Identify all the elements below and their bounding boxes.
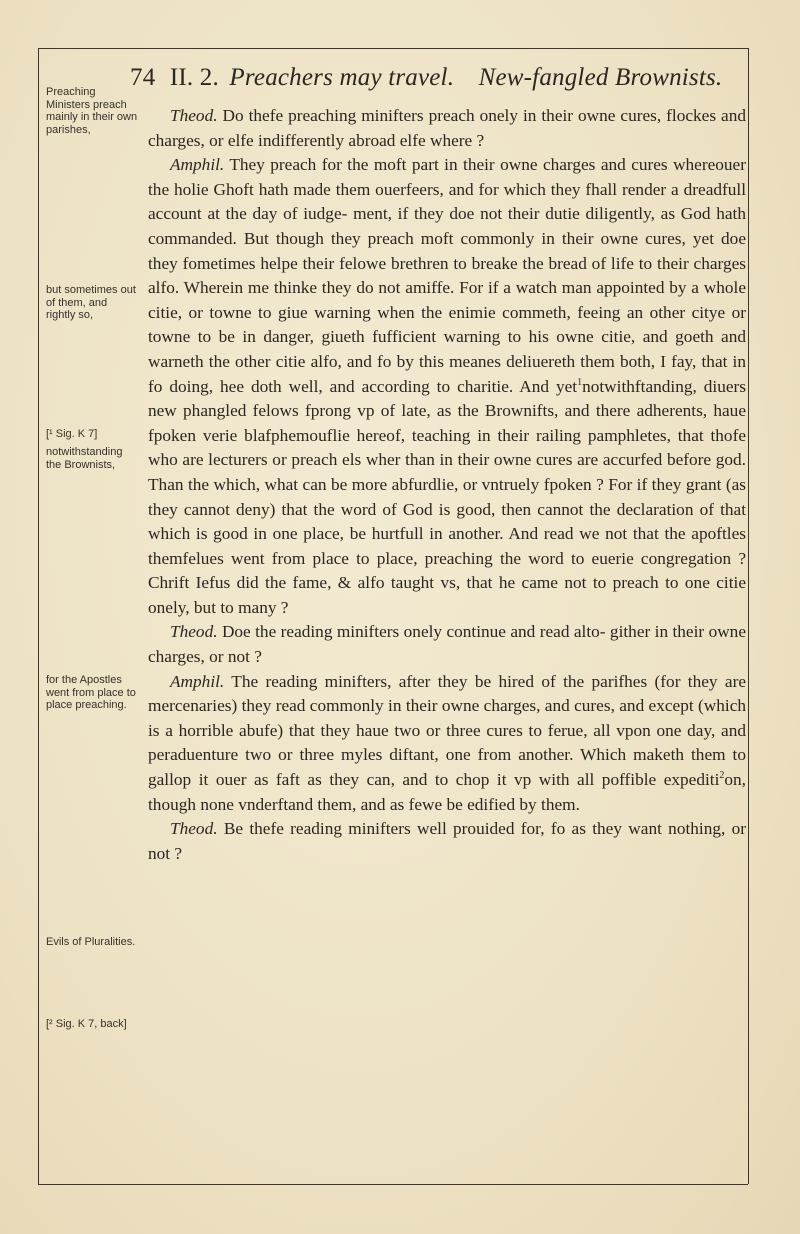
speaker: Amphil. (170, 671, 225, 691)
frame-bottom-rule (38, 1184, 748, 1185)
paragraph-text: The reading minifters, after they be hired of the parifhes (for they are mercenaries) they read commonly in their owne charges, and cures, and except (which is a horrible abufe) that they haue two or three cures to ferue, all vpon one day, and peraduenture two or three myles diftant, one from another. Which maketh them to gallop it ouer as faft as they can, and to chop it vp with all poffible expediti (148, 671, 746, 790)
speaker: Theod. (170, 106, 218, 125)
chapter-label: II. 2. (169, 64, 219, 91)
frame-top-rule (38, 48, 748, 49)
paragraph (148, 620, 746, 669)
frame-left-rule (38, 48, 39, 1184)
sidenote: Preaching Ministers preach mainly in their own parishes, (46, 86, 138, 136)
frame-right-rule (748, 48, 749, 1184)
paragraph-text: Be thefe reading minifters well prouided for, fo as they want nothing, or not ? (148, 819, 747, 863)
speaker: Theod. (170, 622, 218, 642)
header-title-right: New-fangled Brownists. (478, 64, 723, 91)
paragraph (148, 153, 746, 620)
sidenote: notwithstanding the Brownists, (46, 446, 123, 471)
footnote-mark: 1 (577, 376, 583, 388)
paragraph (148, 104, 746, 153)
header-title-left: Preachers may travel. (229, 64, 455, 91)
paragraph-text: Do thefe preaching minifters preach onely in their owne cures, flockes and charges, or elfe indifferently abroad elfe where ? (148, 106, 746, 150)
paragraph (148, 817, 746, 866)
paragraph-text: They preach for the moft part in their owne charges and cures whereouer the holie Ghoft hath made them ouerfeers, and for which they fhall render a dreadfull account at the day of iudge- ment, if they doe not their dutie diligently, as God hath commanded. But though they preach moft commonly in their owne cures, yet doe they fometimes helpe their felowe brethren to breake the bread of life to their charges alfo. Wherein me thinke they do not amiffe. For if a watch man appointed by a whole citie, or towne to giue warning when the enimie commeth, feeing an other citye or towne to be in danger, giueth fufficient warning to his owne citie, and goeth and warneth the other citie alfo, and fo by this meanes deliuereth them both, I fay, that in fo doing, hee doth well, and according to charitie. And yet (148, 155, 746, 396)
speaker: Theod. (170, 819, 218, 839)
speaker: Amphil. (170, 155, 225, 175)
sidenote: Evils of Pluralities. (46, 936, 136, 948)
paragraph-text: notwithftanding, diuers new phangled felows fprong vp of late, as the Brownifts, and there adherents, haue fpoken verie blafphemouflie hereof, teaching in their railing pamphletes, that thofe who are lecturers or preach els wher than in their owne cures are accurfed before god. Than the which, what can be more abfurdlie, or vntruely fpoken ? For if they grant (as they cannot deny) that the word of God is good, then cannot the declaration of that which is good in one place, be hurtfull in another. And read we not that the apoftles themfelues went from place to place, preaching the word to euerie congregation ? Chrift Iefus did the fame, & alfo taught vs, that he came not to preach to one citie onely, but to many ? (148, 376, 746, 617)
sidenote: but sometimes out of them, and rightly so, (46, 284, 136, 321)
sidenote-signature: [² Sig. K 7, back] (46, 1018, 127, 1030)
page-number: 74 (130, 64, 156, 91)
paragraph-text: on, though none vnderftand them, and as fewe be edified by them. (148, 770, 746, 814)
sidenote: for the Apostles went from place to place preaching. (46, 674, 136, 711)
sidenote-signature: [¹ Sig. K 7] (46, 428, 98, 440)
main-text (148, 104, 746, 866)
footnote-mark: 2 (719, 770, 725, 782)
running-header (130, 64, 740, 104)
paragraph (148, 670, 746, 818)
paragraph-text: Doe the reading minifters onely continue and read alto- gither in their owne charges, or not ? (148, 622, 746, 667)
